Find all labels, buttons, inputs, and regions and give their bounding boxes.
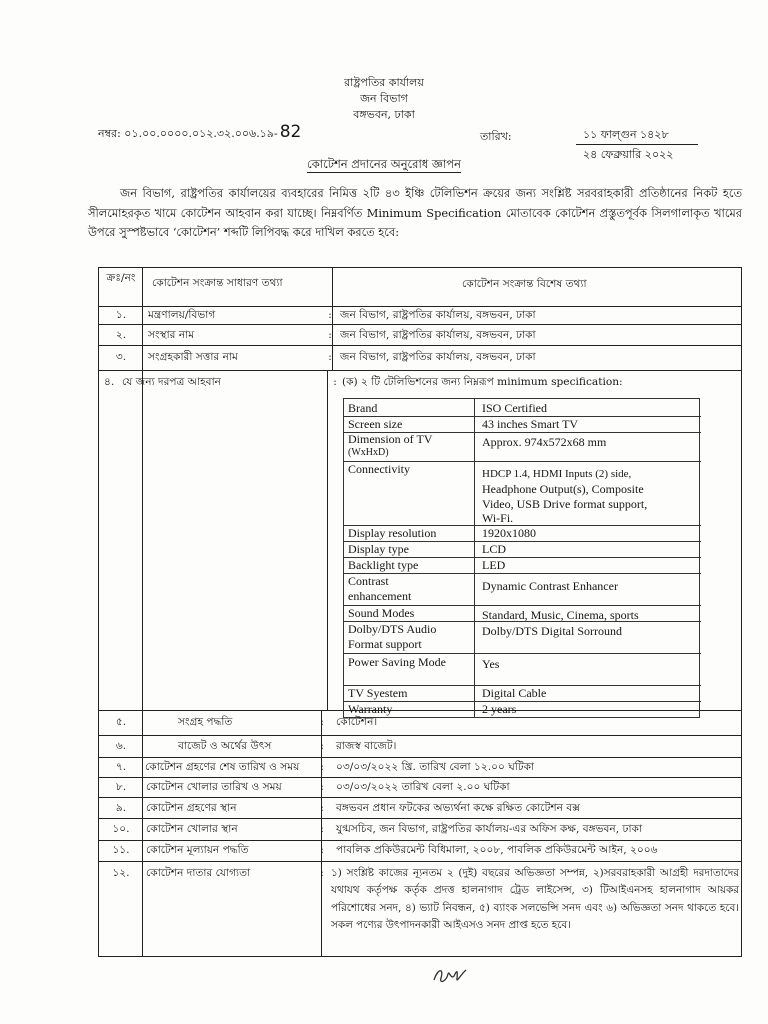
row-colon: : xyxy=(320,867,324,879)
row-label: মন্ত্রণালয়/বিভাগ xyxy=(148,309,216,321)
row-colon: : xyxy=(320,761,324,773)
table-row-divider xyxy=(98,777,742,778)
spec-col-divider xyxy=(474,399,475,717)
row-value: রাজস্ব বাজেট। xyxy=(336,740,397,752)
spec-value: Yes xyxy=(482,657,500,671)
row-serial: ১১. xyxy=(112,844,130,856)
table-head-general: কোটেশন সংক্রান্ত সাধারণ তথ্যা xyxy=(152,277,283,289)
row-label: বাজেট ও অর্থের উৎস xyxy=(178,740,272,752)
office-address: বঙ্গভবন, ঢাকা xyxy=(353,108,415,121)
spec-key: (WxHxD) xyxy=(348,447,389,458)
spec-key: Power Saving Mode xyxy=(348,655,446,669)
spec-value: LED xyxy=(482,558,506,572)
spec-value: 2 years xyxy=(482,702,517,716)
spec-row-divider xyxy=(344,701,701,702)
table-row-divider xyxy=(98,735,742,736)
row-label: কোটেশন খোলার তারিখ ও সময় xyxy=(146,781,282,793)
table-head-serial: ক্রঃ/নং xyxy=(106,272,136,284)
memo-number: নম্বর: ০১.০০.০০০০.০১২.৩২.০০৬.১৯- 82 xyxy=(98,122,302,142)
row-serial: ৫. xyxy=(115,716,127,728)
row-serial: ৭. xyxy=(115,761,127,773)
row-value: বঙ্গভবন প্রধান ফটকের অভ্যর্থনা কক্ষে রক্ষিত কোটেশন বক্স xyxy=(336,802,580,814)
row-colon: : xyxy=(320,740,324,752)
spec-value: Wi-Fi. xyxy=(482,511,514,525)
row-value: জন বিভাগ, রাষ্ট্রপতির কার্যালয়, বঙ্গভবন, ঢাকা xyxy=(340,309,536,321)
intro-paragraph: জন বিভাগ, রাষ্ট্রপতির কার্যালয়ের ব্যবহারের নিমিত্ত ২টি ৪৩ ইঞ্চি টেলিভিশন ক্রয়ের জন্য সংশ্লিষ্ট সরবরাহকারী প্রতিষ্ঠানের নিকট হতে সীলমোহরকৃত খামে কোটেশন আহবান করা যাচ্ছে। নিম্নবর্ণিত Minimum Specification মোতাবেক কোটেশন প্রস্তুতপূর্বক সিলগালাকৃত খামের উপরে সুস্পষ্টভাবে ‘কোটেশন’ শব্দটি লিপিবদ্ধ করে দাখিল করতে হবে: xyxy=(88,186,742,239)
spec-key: Dimension of TV xyxy=(348,432,433,446)
memo-handwritten-number: 82 xyxy=(279,122,302,142)
date-label: তারিখ: xyxy=(480,130,512,143)
spec-value: Dynamic Contrast Enhancer xyxy=(482,579,618,593)
spec-row-divider xyxy=(344,573,701,574)
spec-key: enhancement xyxy=(348,589,412,603)
row-serial: ৮. xyxy=(115,781,127,793)
spec-value: HDCP 1.4, HDMI Inputs (2) side, xyxy=(482,468,632,480)
table-row-divider xyxy=(98,797,742,798)
row-value: ০৩/০৩/২০২২ খ্রি. তারিখ বেলা ১২.০০ ঘটিকা xyxy=(336,761,535,773)
spec-key: Display resolution xyxy=(348,526,437,540)
spec-value: LCD xyxy=(482,542,506,556)
row-value: জন বিভাগ, রাষ্ট্রপতির কার্যালয়, বঙ্গভবন, ঢাকা xyxy=(340,329,536,341)
row-colon: : xyxy=(320,802,324,814)
division-name: জন বিভাগ xyxy=(360,92,408,105)
spec-value: Headphone Output(s), Composite xyxy=(482,482,644,496)
row-colon: : xyxy=(320,716,324,728)
spec-value: Video, USB Drive format support, xyxy=(482,497,648,511)
row-colon: : xyxy=(328,309,332,321)
row-serial: ১২. xyxy=(112,867,130,879)
row-value: জন বিভাগ, রাষ্ট্রপতির কার্যালয়, বঙ্গভবন, ঢাকা xyxy=(340,351,536,363)
spec-value: Dolby/DTS Digital Sorround xyxy=(482,624,622,638)
tv-spec-table xyxy=(343,398,700,718)
date-gregorian: ২৪ ফেব্রুয়ারি ২০২২ xyxy=(583,148,674,161)
spec-key: Connectivity xyxy=(348,462,410,476)
row-serial: ৬. xyxy=(115,740,127,752)
table-row-divider xyxy=(98,840,742,841)
table-head-special: কোটেশন সংক্রান্ত বিশেষ তথ্যা xyxy=(462,278,587,290)
row-colon: : xyxy=(320,781,324,793)
row-label: সংগ্রহকারী সত্তার নাম xyxy=(148,351,238,363)
row-colon: : xyxy=(333,376,337,388)
row-value: পাবলিক প্রকিউরমেন্ট বিধিমালা, ২০০৮, পাবলিক প্রকিউরমেন্ট আইন, ২০০৬ xyxy=(336,844,658,856)
row-label: কোটেশন মূল্যায়ন পদ্ধতি xyxy=(146,844,249,856)
row-label: কোটেশন দাতার যোগ্যতা xyxy=(146,867,251,879)
table-row-divider xyxy=(98,345,742,346)
row-serial: ৪. xyxy=(104,376,115,388)
row-label: সংগ্রহ পদ্ধতি xyxy=(178,716,233,728)
row-serial: ২. xyxy=(115,329,127,341)
spec-key: Sound Modes xyxy=(348,606,415,620)
spec-key: Screen size xyxy=(348,417,403,431)
spec-key: Contrast xyxy=(348,574,389,588)
table-row-divider xyxy=(98,818,742,819)
spec-value: ISO Certified xyxy=(482,401,547,415)
row-serial: ১০. xyxy=(112,823,130,835)
date-divider xyxy=(576,144,698,145)
spec-key: Warranty xyxy=(348,702,393,716)
row-serial: ১. xyxy=(115,309,127,321)
office-name: রাষ্ট্রপতির কার্যালয় xyxy=(344,76,424,89)
row-value: যুগ্মসচিব, জন বিভাগ, রাষ্ট্রপতির কার্যালয়-এর অফিস কক্ষ, বঙ্গভবন, ঢাকা xyxy=(336,823,643,835)
spec-value: Approx. 974x572x68 mm xyxy=(482,435,607,449)
row-value: কোটেশন। xyxy=(336,716,378,728)
row-colon: : xyxy=(328,329,332,341)
table-row-divider xyxy=(98,861,742,862)
row-label: কোটেশন খোলার স্থান xyxy=(146,823,238,835)
row-label: কোটেশন গ্রহণের শেষ তারিখ ও সময় xyxy=(145,761,300,773)
spec-key: Backlight type xyxy=(348,558,419,572)
table-row-divider xyxy=(98,324,742,325)
spec-value: 43 inches Smart TV xyxy=(482,417,579,431)
date-bangla: ১১ ফাল্গুন ১৪২৮ xyxy=(583,128,669,141)
row-colon: : xyxy=(328,351,332,363)
table-col-divider xyxy=(327,370,328,710)
table-row-divider xyxy=(98,370,742,371)
spec-key: Format support xyxy=(348,637,422,651)
bidder-qualification-text: ১) সংশ্লিষ্ট কাজের ন্যূনতম ২ (দুই) বছরের অভিজ্ঞতা সম্পন্ন, ২)সরবরাহকারী আগ্রহী দরদাতাদের যথাযথ কর্তৃপক্ষ কর্তৃক প্রদত্ত হালনাগাদ ট্রেড লাইসেন্স, ৩) টিআইএনসহ হালনাগাদ আয়কর পরিশোধের সনদ, ৪) ভ্যাট নিবন্ধন, ৫) ব্যাংক সলভেন্সি সনদ এবং ৬) অভিজ্ঞতা সনদ থাকতে হবে। সকল পণ্যের উৎপাদনকারী আইএসও সনদ প্রাপ্ত হতে হবে। xyxy=(331,867,739,931)
row-label: সংস্থার নাম xyxy=(148,329,195,341)
spec-key: Brand xyxy=(348,401,378,415)
row-colon: : xyxy=(320,844,324,856)
subject-line: কোটেশন প্রদানের অনুরোধ জ্ঞাপন xyxy=(307,157,461,171)
spec-key: Display type xyxy=(348,542,409,556)
row-label: কোটেশন গ্রহণের স্থান xyxy=(146,802,237,814)
spec-value: 1920x1080 xyxy=(482,526,536,540)
spec-value: Standard, Music, Cinema, sports xyxy=(482,608,639,622)
table-row-divider xyxy=(98,306,742,307)
row-colon: : xyxy=(320,823,324,835)
spec-value: Digital Cable xyxy=(482,686,547,700)
handwritten-signature xyxy=(430,962,470,988)
spec-row-divider xyxy=(344,653,701,654)
row-label: যে জন্য দরপত্র আহবান xyxy=(122,376,221,388)
spec-key: TV Syestem xyxy=(348,686,408,700)
row-serial: ৩. xyxy=(115,351,127,363)
row-value: ০৩/০৩/২০২২ তারিখ বেলা ২.০০ ঘটিকা xyxy=(336,781,510,793)
row-serial: ৯. xyxy=(115,802,127,814)
spec-key: Dolby/DTS Audio xyxy=(348,622,437,636)
table-row-divider xyxy=(98,757,742,758)
row-value: (ক) ২ টি টেলিভিশনের জন্য নিম্নরূপ minimum specification: xyxy=(342,376,623,388)
